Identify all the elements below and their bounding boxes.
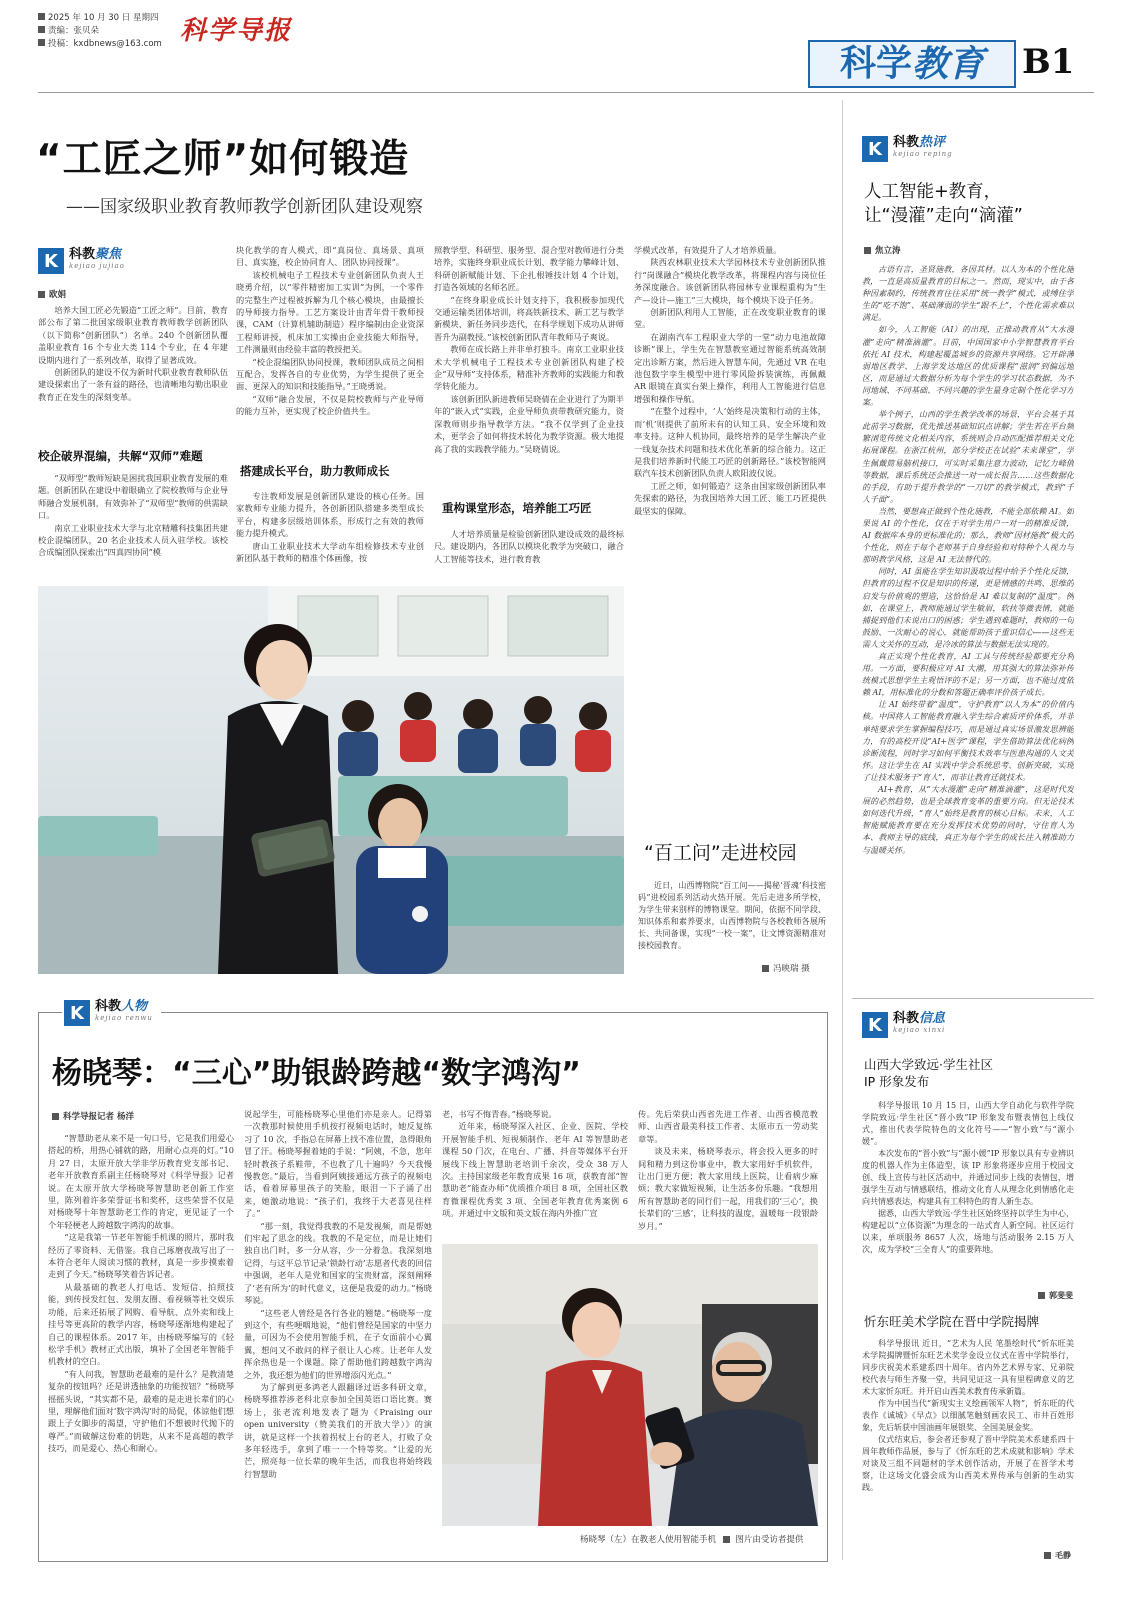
photo-story-caption: 近日，山西博物院“百工问——揭秘‘晋魂’科技密码”进校园系列活动火热开展。先后走进多所学校，为学生带来别样的博物课堂。期间，依据不同学段、知识体系和素养要求，山西博物院与各校教师各展所长、共同备课，实现“一校一案”，让文博资源精准对接校园教育。	[638, 881, 826, 950]
brief-2-title: 忻东旺美术学院在晋中学院揭牌	[864, 1314, 1040, 1329]
kicker-prefix: 科教	[69, 247, 96, 262]
elderly-phone-illustration	[442, 1244, 818, 1526]
section-title-part2: 教育	[912, 43, 985, 85]
right-column-divider	[842, 100, 843, 1560]
profile-kicker: K 科教人物 kejiao renwu	[62, 1000, 161, 1026]
main-headline: “工匠之师”如何锻造	[36, 137, 410, 182]
k-logo-icon: K	[38, 248, 64, 274]
section-3-heading: 重构课堂形态，培养能工巧匠	[442, 501, 592, 515]
commentary-headline: 人工智能+教育， 让“漫灌”走向“滴灌”	[864, 182, 1023, 226]
k-logo-icon: K	[64, 1000, 90, 1026]
brief-1-title: 山西大学致远·学生社区 IP 形象发布	[864, 1057, 993, 1089]
section-2-heading: 搭建成长平台，助力教师成长	[240, 464, 390, 478]
kicker-pinyin: kejiao jujiao	[69, 262, 125, 270]
right-section-rule	[852, 998, 1094, 999]
profile-photo-caption: 杨晓琴（左）在教老人使用智能手机 图片由受访者提供	[580, 1535, 804, 1545]
profile-col2: 说起学生，可能杨晓琴心里他们亦是亲人。记得第一次教那时候使用手机按打视频电话时，她反复练习了 10 次，手指总在屏幕上找不准位置，急得眼角冒了汗。杨晓琴握着她的手说：“阿姨，不急，您年轻时教孩子系鞋带，不也教了几十遍吗？今天我慢慢教您。”最后，当看到阿姨接通远方孩子的视频电话，看着屏幕里孩子的笑脸，眼泪一下子涌了出来，她激动地说：“孩子们，我终于大老喜见往样了。” “那一刻，我觉得我教的不是发视频，而是帮她们牢起了思念的线。我教的不是定位，而是让她们独自出门时，多一分从容，少一分着急。我深刻地记得，与这平总节记录‘锁龄行动’志愿者代表的回信中强调，老年人是党和国家的宝贵财富，深刻阐释了‘老有所为’的时代意义，这便是我爱的动力。”杨晓琴说。 “这些老人曾经是各行各业的翘楚。”杨晓琴一度到这个，有些哽咽地说，“他们曾经是国家的中坚力量，可因为不会使用智能手机，在子女面前小心翼翼，想问又不敢问的样子很让人心疼。让老年人发挥余热也是一个课题。除了帮助他们跨越数字鸿沟之外，我还想为他们的世界增添闪光点。” 为了解到更多鸿老人跟翻译过语多科研文章，杨晓琴推荐涉老科北京参加全国英语口语比赛。赛场上，张老流利地发表了题为《Praising our open university（赞美我们的开放大学）》的演讲，就是这样一个扶着拐杖上台的老人，打败了众多年轻选手，拿到了唯一一个特等奖。“让爱的光芒，照亮每一位长辈的晚年生活，而我也将始终践行智慧助	[244, 1109, 432, 1479]
editor-line: 责编：张贝朵	[38, 25, 162, 38]
photo-story-title: “百工问”走进校园	[644, 842, 797, 864]
header-rule	[38, 92, 1094, 93]
main-col2-part2: 专注教师发展是创新团队建设的核心任务。国家教师专业能力提升，各创新团队搭建多类型成长平台，构建多层级培训体系，形成行之有效的教师能力提升模式。 唐山工业职业技术大学动车组检修技术专业创新团队基于教师的精准个体画像，按	[236, 491, 424, 564]
briefs-kicker: K 科教信息 kejiao xinxi	[862, 1012, 945, 1038]
commentary-body: 古语有言，圣贤施教，各因其材。以人为本的个性化施教，一直是高质量教育的目标之一。然而，现实中，由于各种因素制约，传统教育往往采用“统一教学”模式，或缚住学生的“吃不饱”、基础薄弱的学生“跟不上”，个性化需求难以满足。 如今，人工智能（AI）的出现，正推动教育从“大水漫灌”走向“精准滴灌”。目前，中国国家中小学智慧教育平台依托 AI 技术，构建起覆盖城乡的资源共享网络。它开辟薄弱地区教学、上海学发达地区的优质课程“滋润”到偏远地区，而是通过大数据分析为每个学生的学习状态数据，为不同地域、不同基础、不同兴趣的学生量身定制个性化学习方案。 举个例子，山西的学生教学改革的场景，平台会基于其此前学习数据，优先推送基础知识点讲解；学生若在平台频繁浏览传统文化相关内容，系统则会自动匹配推荐相关文化拓展课程。在浙江杭州，部分学校正在试验“未来课堂”，学生佩戴简易脑机接口，可实时采集注意力波动，记忆力峰值等数据，课后系统还会推送一对一成长报告……这些数据化的手段，有助于提升教学的“一刀切”的教学模式，教到“千人千面”。 当然，要想真正做到个性化施教，不能全部依赖 AI。如果说 AI 的个性化，仅在于对学生用户一对一的精准反馈，AI 数据库本身的更标准化的；那么，教师“因材施教”极大的个性化，则在于每个老师基于自身经验和对特种个人视力与那明教学风格，这是 AI 无法替代的。 同时，AI 虽能在学生知识汲取过程中给予个性化反馈，但教育的过程不仅是知识的传递，更是情感的共鸣、思维的启发与价值观的塑造，这恰恰是 AI 难以复制的“温度”。例如，在课堂上，教师能通过学生敏眉，软扶等微表情，就能捕捉到他们未说出口的困惑；学生遇到难题时，教师的一句鼓励、一次耐心的说心，就能帮助孩子重识信心——这些无需人文关怀的互动，是冷冰的算法与数据无法实现的。 真正实现个性化教育，AI 工具与传统经验都要充分利用。一方面，要积极应对 AI 大潮，用其强大的算法弥补传统模式思想学生主观悟评的不足；另一方面，也不能过度依赖 AI，用标准化的分数和答题正确率评价孩子成长。 让 AI 始终带着“温度”，守护教育“以人为本”的价值内核。中国将人工智能教育融入学生综合素质评价体系，并非单纯要求学生掌握编程技巧，而是通过真实场景激发思辨能力，有的高校开设“AI+医学”课程，学生借助算法优化病例诊断流程，同时学习如何平衡技术效率与医患沟通的人文关怀。这让学生在 AI 实践中学会系统思考、创新突破，实现了让技术服务于“育人”，而非让教育迁就技术。 AI+教育，从“大水漫灌”走向“精准滴灌”，这是时代发展的必然趋势，也是全球教育变革的重要方向。但无论技术如何迭代升级，“育人”始终是教育的核心目标。未来，人工智能赋能教育要在充分发挥技术优势的同时，守住育人为本、教师主导的底线，真正为每个学生的成长注入精准助力与温暖关怀。	[862, 265, 1074, 855]
commentary-kicker: K 科教热评 kejiao reping	[862, 136, 953, 162]
main-col4: 学模式改革，有效提升了人才培养质量。 陕西农林职业技术大学园林技术专业创新团队推行“岗课融合”模块化教学改革，将课程内容与岗位任务深度融合。该创新团队将园林专业课程重构为“生产—设计—施工”三大模块，每个模块下设子任务。 创新团队利用人工智能，正在改变职业教育的课堂。 在湖南汽车工程职业大学的一堂“动力电池故障诊断”课上，学生先在智慧教室通过智能系统高效制定出诊断方案，然后进入智慧车间，先通过 VR 在电池包数字孪生模型中进行零风险拆装演练，再佩戴 AR 眼镜在真实台架上操作，利用人工智能进行信息增强和操作导航。 “在整个过程中，‘人’始终是决策和行动的主体，而‘机’则提供了前所未有的认知工具、安全环境和效率支持。这种人机协同，最终培养的是学生解决产业一线复杂技术问题和技术优化革新的综合能力。这正是我们培养新时代能工巧匠的创新路径。”该校智能网联汽车技术创新团队负责人欧阳波仪说。 工匠之师，如何锻造？这条由国家级创新团队率先探索的路径，为我国培养大国工匠、能工巧匠提供最坚实的保障。	[634, 245, 826, 516]
commentary-byline: 焦立涛	[864, 244, 901, 256]
profile-col1: “智慧助老从来不是一句口号，它是我们用爱心搭起的桥，用热心铺就的路，用耐心点亮的灯。”10 月 27 日，太原开放大学非学历教育党支部书记、老年开放教育系副主任杨晓琴对《科学导报》记者说。在太原开放大学杨晓琴智慧助老创新工作室里，陈列着许多荣誉证书和奖杯，这些荣誉不仅是对杨晓琴十年智慧助老工作的肯定，更见证了一个个年轻梗老人跨越数字鸿沟的故事。 “这是我第一节老年智能手机课的照片，那时我经历了零资料、无借鉴。我自己琢磨夜战写出了一本符合老年人阅读习惯的教材，真是一步步摸索着走到了今天。”杨晓琴笑着告诉记者。 从最基础的教老人打电话、发短信、拍照技能，到传授发红包、发朋友圈、看视频等社交娱乐功能，后来还拓展了网购、看导航、点外卖和线上挂号等更高阶的教学内容，杨晓琴逐渐地构建起了自己的课程体系。2017 年，由杨晓琴编写的《轻松学手机》教材正式出版，填补了全国老年智能手机教材的空白。 “有人问我，智慧助老最难的是什么？是教清楚复杂的按钮吗？还是讲透抽象的功能按钮？”杨晓琴摇摇头说，“其实都不是，最难的是走进长辈们的心里，理解他们面对‘数字鸿沟’时的局促，体谅他们想跟上子女脚步的渴望，守护他们不想被时代抛下的尊严。”而破解这份难的钥匙，从来不是高超的教学技巧，而是爱心、热心和耐心。	[48, 1133, 234, 1454]
profile-col3: 老，书写不悔青春。”杨晓琴说。 近年来，杨晓琴深入社区、企业、医院、学校开展智能手机、短视频制作、老年 AI 等智慧助老课程 50 门次，在电台、广播、抖音等媒体平台开展线下线上智慧助老培训千余次，受众 38 万人次。主持国家级老年教育成果 16 项，获教育部“智慧助老”能查办师”优质推介项目 8 项，全国社区教育微课程优秀奖 3 项、全国老年教育优秀案例 6 项。并通过中文版和英文版在海内外推广宣	[442, 1109, 628, 1219]
main-byline: 欧娟	[38, 288, 66, 300]
profile-byline: 科学导报记者 杨洋	[52, 1110, 134, 1122]
section-1-heading: 校企破界混编，共解“双师”难题	[38, 449, 203, 463]
paper-masthead: 科学导报	[180, 16, 293, 46]
brief-2-body: 科学导报讯 近日，“艺术为人民 笔墨绘时代”忻东旺美术学院揭牌暨忻东旺艺术奖学金设立仪式在晋中学院举行，同步庆祝美术系建系四十周年。省内外艺术界专家、兄弟院校代表与师生齐聚一堂，共同见证这一具有里程碑意义的艺术大家忻东旺。并开启山西美术教育传承新篇。 作为中国当代“新现实主义绘画领军人物”，忻东旺的代表作《诚城》《早点》以细腻笔触刻画农民工、市井百姓形象，先后斩获中国油画年展银奖、全国美展金奖。 仪式结束后，参会者还参观了晋中学院美术系建系四十周年教师作品展，参与了《忻东旺的艺术成就和影响》学术对谈及三组不同题材的学术创作活动，开展了在晋学术考察，让这场文化盛会成为山西美术界传承与创新的生动实践。	[862, 1339, 1074, 1492]
main-col1-part2: “双师型”教师短缺是困扰我国职业教育发展的难题。创新团队在建设中着眼确立了院校教师与企业导师融合发展机制，有效弥补了“双师型”教师的供需缺口。 南京工业职业技术大学与北京精雕科技集团共建校企混编团队，20 名企业技术人员入驻学校。该校合成编团队探索出“四真四协同”模	[38, 473, 228, 558]
k-logo-icon: K	[862, 136, 888, 162]
brief-2-credit: 毛静	[1044, 1550, 1071, 1561]
profile-col4: 传。先后荣获山西省先进工作者、山西省模范教师、山西省最美科技工作者、太原市五一劳动奖章等。 谈及未来，杨晓琴表示，将会投入更多的时间和精力到这份事业中，教大家用好手机软件，让出门更方便；教大家用线上医院，让看病少麻烦；教大家做短视频，让生活多份乐趣。“我想用所有智慧助老的同行们一起，用我们的‘三心’，换长辈们的‘三感’，让科技的温度，温暖每一段银龄岁月。”	[638, 1109, 818, 1231]
header-meta	[38, 12, 162, 51]
profile-headline: 杨晓琴：“三心”助银龄跨越“数字鸿沟”	[52, 1056, 581, 1091]
brief-1-credit: 郭斐斐	[1038, 1290, 1073, 1301]
classroom-illustration	[38, 586, 624, 974]
main-col3-part2: 人才培养质量是检验创新团队建设成效的最终标尺。建设期内，各团队以模块化教学为突破口，融合人工智能等技术，进行教育教	[434, 529, 624, 564]
classroom-photo	[38, 586, 624, 974]
main-col3-part1: 照教学型、科研型、服务型、混合型对教师进行分类培养，实施终身职业成长计划、教学能力攀峰计划、科研创新赋能计划、下企扎根锤技计划 4 个计划，打造各领域的名师名匠。 “在终身职业成长计划支持下，我积极参加现代交通运输类团体培训，将高铁新技术、新工艺与教学新模块、新任务同步迭代，在科学规划下成功从讲师晋升为副教授。”该校创新团队青年教师马子爽说。 教师在成长路上并非单打独斗。南京工业职业技术大学机械电子工程技术专业创新团队构建了校企“双导师”支持体系，精准补齐教师的实践能力和教学转化能力。 该创新团队新进教师吴晓倩在企业进行了为期半年的“嵌入式”实践，企业导师负责带教研究能力，资深教师则步指导教学方法。“我不仅学到了企业技术，更学会了如何将技术转化为教学资源。极大地提高了我的实践教学能力。”吴晓倩说。	[434, 245, 624, 454]
section-title	[808, 40, 1016, 88]
kicker-accent: 聚焦	[95, 247, 122, 262]
photo-story-credit: 冯映瑞 摄	[762, 962, 810, 974]
main-col2-part1: 块化教学的育人模式，即“真岗位、真场景、真项目、真实施，校企协同育人、团队协同授课”。 该校机械电子工程技术专业创新团队负责人王晓勇介绍，以“零件精密加工实训”为例，一个零件的完整生产过程被拆解为几个核心模块，由最擅长的导师接力指导。工艺方案设计由青年骨干教师授课，CAM（计算机辅助制造）程序编制由企业资深工程师讲授，机床加工实操由企业技能大师指导，工件测量则由经验丰富的教授把关。 “校企混编团队协同授课，教师团队成员之间相互配合，发挥各自的专业优势，为学生提供了更全面、更深入的知识和技能指导。”王晓勇说。 “双师”融合发展，不仅是院校教师与产业导师的能力互补，更实现了校企价值共生。	[236, 245, 424, 417]
page-number: B1	[1022, 42, 1075, 82]
section-title-part1: 科学	[839, 43, 912, 84]
profile-photo	[442, 1244, 818, 1526]
brief-1-body: 科学导报讯 10 月 15 日，山西大学自动化与软件学院学院致远·学生社区“晋小致”IP 形象发布暨表情包上线仪式，推出代表学院特色的文化符号——“智小致”与“源小媛”。 本次发布的“晋小致”与“源小媛”IP 形象以具有专业辨识度的机器人作为主体造型，该 IP 形象将逐步应用于校园文创、线上宣传与社区活动中，并通过同步上线的表情包，增强学生互动与情感联结，推动文化育人从理念化到情感化走向共情感表达，构建具有工科特色的育人新生态。 据悉，山西大学致远·学生社区始终坚持以学生为中心，构建起以“立体资源”为理念的一站式育人新空间。社区运行以来，单项服务 8657 人次，场地与活动服务 2.15 万人次，成为学校“三全育人”的重要阵地。	[862, 1101, 1074, 1254]
email-line: 投稿：kxdbnews@163.com	[38, 38, 162, 51]
k-logo-icon: K	[862, 1012, 888, 1038]
main-subheadline: ——国家级职业教育教师教学创新团队建设观察	[66, 197, 423, 217]
main-col1-part1: 培养大国工匠必先锻造“工匠之师”。目前，教育部公布了第二批国家级职业教育教师教学创新团队（以下简称“创新团队”）名单。240 个创新团队覆盖职业教育 16 个专业大类 114 个专业，在 4 年建设期内进行了一系列改革，取得了显著成效。 创新团队的建设不仅为新时代职业教育教师队伍建设探索出了一条有益的路径，也清晰地勾勒出职业教育正在发生的深刻变革。	[38, 305, 228, 402]
main-kicker	[38, 248, 125, 274]
date-line: 2025 年 10 月 30 日 星期四	[38, 12, 162, 25]
